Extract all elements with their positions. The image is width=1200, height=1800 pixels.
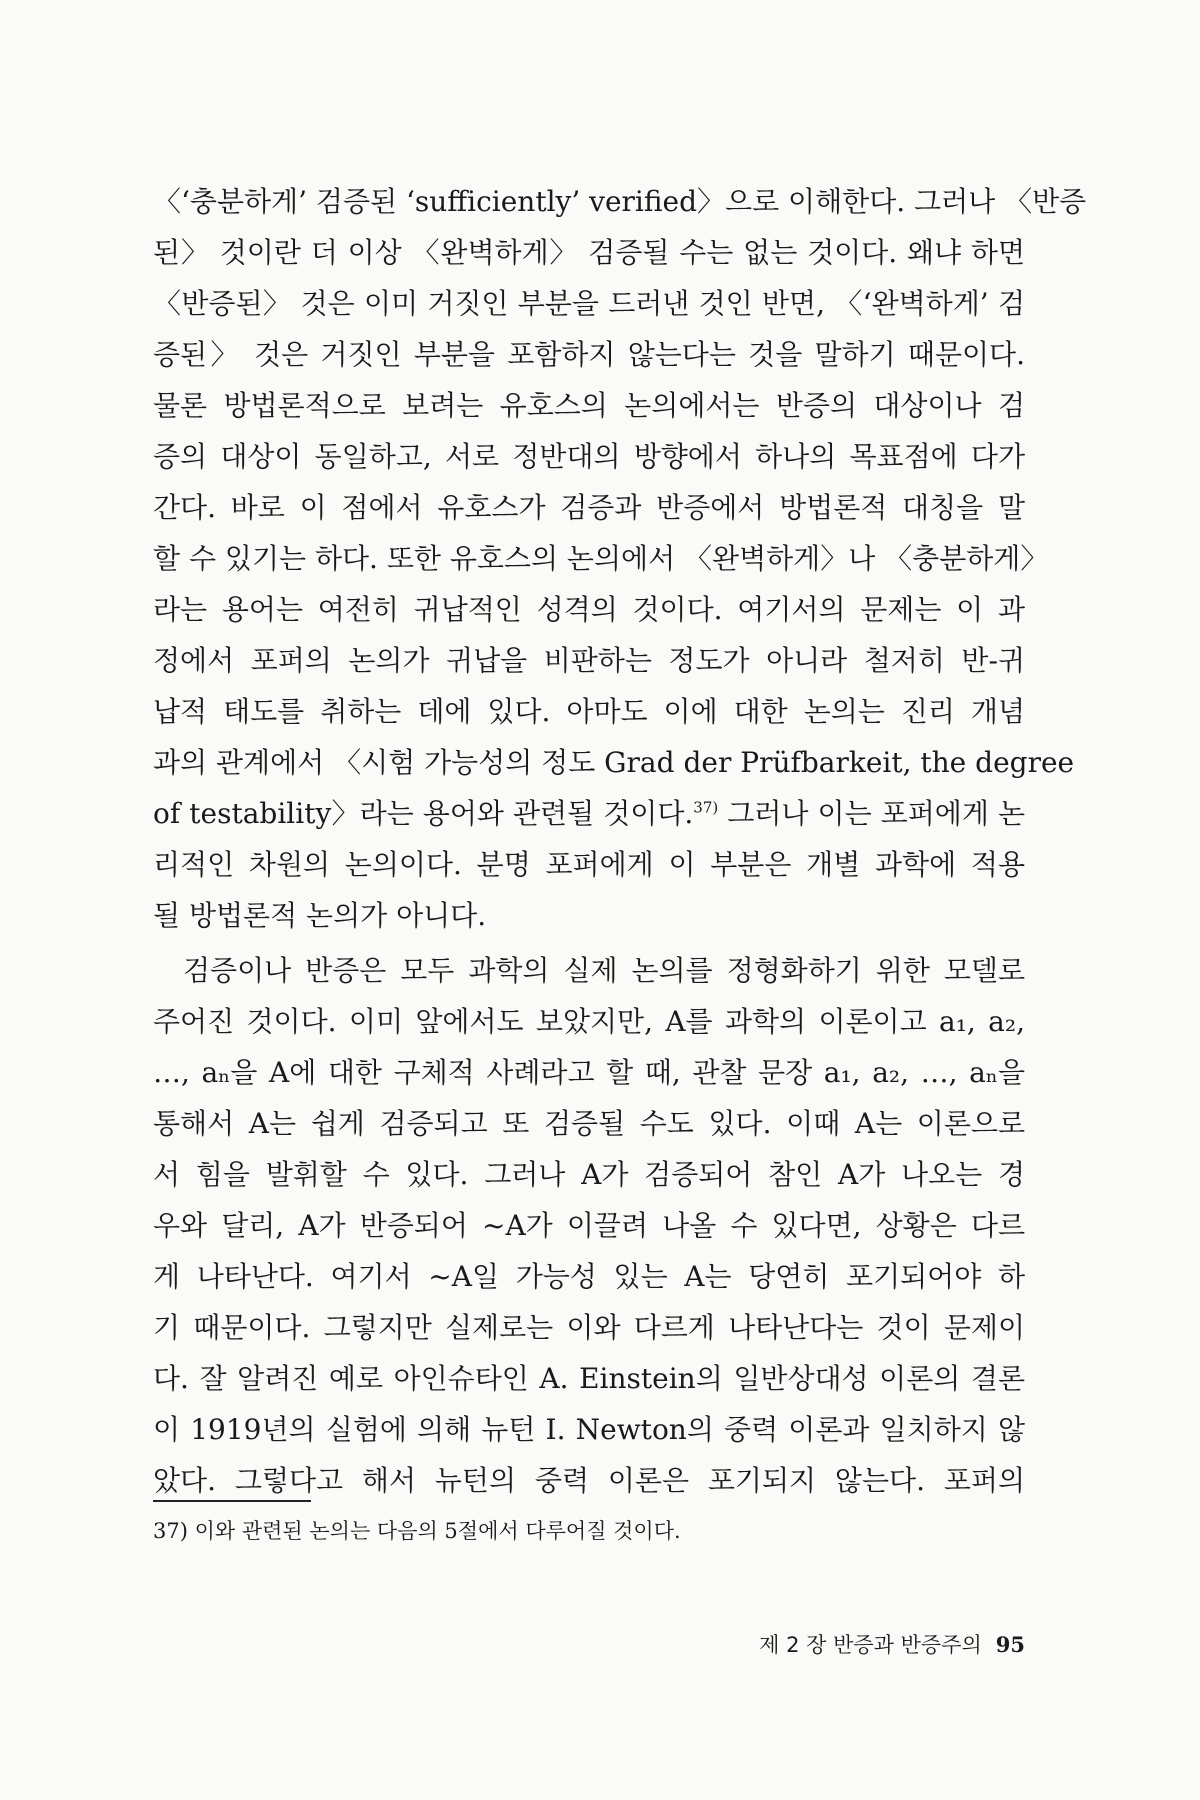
body-text [153,176,1087,1506]
text-line: 았다. 그렇다고 해서 뉴턴의 중력 이론은 포기되지 않는다. 포퍼의 [153,1464,1025,1497]
text-line: …, aₙ을 A에 대한 구체적 사례라고 할 때, 관찰 문장 a₁, a₂, …, aₙ을 [153,1056,1025,1089]
text-line: 〈반증된〉 것은 이미 거짓인 부분을 드러낸 것인 반면, 〈‘완벽하게’ 검 [153,287,1025,320]
text-line: 될 방법론적 논의가 아니다. [153,899,487,932]
text-line: 과의 관계에서 〈시험 가능성의 정도 Grad der Prüfbarkeit, the degree [153,746,1075,779]
text-line: 검증이나 반증은 모두 과학의 실제 논의를 정형화하기 위한 모델로 [183,954,1025,987]
text-line-with-footnote-ref [153,788,1025,839]
footnote-reference: 37) [693,798,719,817]
text-line: 납적 태도를 취하는 데에 있다. 아마도 이에 대한 논의는 진리 개념 [153,695,1025,728]
text-line: 할 수 있기는 하다. 또한 유호스의 논의에서 〈완벽하게〉나 〈충분하게〉 [153,542,1049,575]
text-line: 〈‘충분하게’ 검증된 ‘sufficiently’ verified〉으로 이해한다. 그러나 〈반증 [153,185,1087,218]
running-title: 제 2 장 반증과 반증주의 [759,1633,982,1657]
text-line: 정에서 포퍼의 논의가 귀납을 비판하는 정도가 아니라 철저히 반-귀 [153,644,1025,677]
text-line: 통해서 A는 쉽게 검증되고 또 검증될 수도 있다. 이때 A는 이론으로 [153,1107,1025,1140]
text-line: 간다. 바로 이 점에서 유호스가 검증과 반증에서 방법론적 대칭을 말 [153,491,1025,524]
text-line: 게 나타난다. 여기서 ~A일 가능성 있는 A는 당연히 포기되어야 하 [153,1260,1025,1293]
text-line: 서 힘을 발휘할 수 있다. 그러나 A가 검증되어 참인 A가 나오는 경 [153,1158,1025,1191]
text-line: 기 때문이다. 그렇지만 실제로는 이와 다르게 나타난다는 것이 문제이 [153,1311,1025,1344]
text-line: 증의 대상이 동일하고, 서로 정반대의 방향에서 하나의 목표점에 다가 [153,440,1025,473]
text-span: of testability〉라는 용어와 관련될 것이다. [153,797,694,830]
text-line: 다. 잘 알려진 예로 아인슈타인 A. Einstein의 일반상대성 이론의 결론 [153,1362,1025,1395]
footnote-divider [153,1500,311,1502]
page-number: 95 [995,1632,1025,1657]
text-span: 그러나 이는 포퍼에게 논 [718,797,1025,830]
text-line: 증된〉 것은 거짓인 부분을 포함하지 않는다는 것을 말하기 때문이다. [153,338,1025,371]
text-line: 주어진 것이다. 이미 앞에서도 보았지만, A를 과학의 이론이고 a₁, a₂, [153,1005,1025,1038]
text-line: 물론 방법론적으로 보려는 유호스의 논의에서는 반증의 대상이나 검 [153,389,1025,422]
footnote: 37) 이와 관련된 논의는 다음의 5절에서 다루어질 것이다. [153,1519,681,1543]
text-line: 된〉 것이란 더 이상 〈완벽하게〉 검증될 수는 없는 것이다. 왜냐 하면 [153,236,1025,269]
text-line: 이 1919년의 실험에 의해 뉴턴 I. Newton의 중력 이론과 일치하지 않 [153,1413,1025,1446]
text-line: 우와 달리, A가 반증되어 ~A가 이끌려 나올 수 있다면, 상황은 다르 [153,1209,1025,1242]
text-line: 라는 용어는 여전히 귀납적인 성격의 것이다. 여기서의 문제는 이 과 [153,593,1025,626]
running-footer [759,1630,1025,1660]
text-line: 리적인 차원의 논의이다. 분명 포퍼에게 이 부분은 개별 과학에 적용 [153,848,1025,881]
